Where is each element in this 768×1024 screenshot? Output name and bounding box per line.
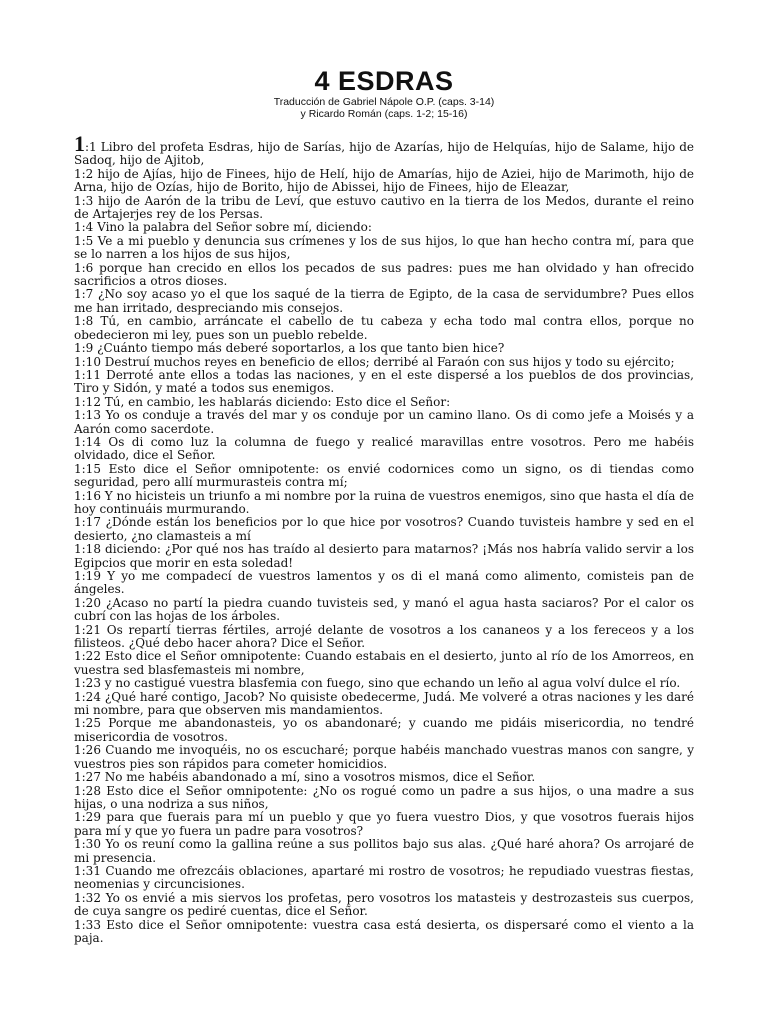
verse-1-25: 1:25 Porque me abandonasteis, yo os abandonaré; y cuando me pidáis misericordia, no tendré misericordia de vosotros. (74, 716, 694, 744)
verse-1-31: 1:31 Cuando me ofrezcáis oblaciones, apartaré mi rostro de vosotros; he repudiado vuestras fiestas, neomenias y circuncisiones. (74, 863, 694, 892)
verse-1-22: 1:22 Esto dice el Señor omnipotente: Cuando estabais en el desierto, junto al río de los Amorreos, en vuestra sed blasfemasteis mi nombre, (74, 649, 694, 677)
verse-1-23: 1:23 y no castigué vuestra blasfemia con fuego, sino que echando un leño al agua volví dulce el río. (74, 676, 681, 691)
verse-1-16: 1:16 Y no hicisteis un triunfo a mi nombre por la ruina de vuestros enemigos, sino que hasta el día de hoy continuáis murmurando. (74, 488, 694, 516)
verse-1-19: 1:19 Y yo me compadecí de vuestros lamentos y os di el maná como alimento, comisteis pan de ángeles. (74, 569, 694, 597)
verse-1-33: 1:33 Esto dice el Señor omnipotente: vuestra casa está desierta, os dispersaré como el viento a la paja. (74, 917, 694, 945)
verse-text: :1 Libro del profeta Esdras, hijo de Sarías, hijo de Azarías, hijo de Helquías, hijo de Salame, hijo de Sadoq, hijo de Ajitob, (74, 140, 694, 168)
verse-list (74, 131, 694, 945)
verse-1-7: 1:7 ¿No soy acaso yo el que los saqué de la tierra de Egipto, de la casa de servidumbre? Pues ellos me han irritado, despreciando mis consejos. (74, 287, 694, 315)
verse-1-12: 1:12 Tú, en cambio, les hablarás diciendo: Esto dice el Señor: (74, 394, 451, 409)
verse-1-30: 1:30 Yo os reuní como la gallina reúne a sus pollitos bajo sus alas. ¿Qué haré ahora? Os arrojaré de mi presencia. (74, 837, 694, 865)
verse-1-5: 1:5 Ve a mi pueblo y denuncia sus crímenes y los de sus hijos, lo que han hecho contra mí, para que se lo narren a los hijos de sus hijos, (74, 233, 694, 262)
verse-1-15: 1:15 Esto dice el Señor omnipotente: os envié codornices como un signo, os di tiendas como seguridad, pero allí murmurasteis contra mí; (74, 461, 694, 490)
verse-1-2: 1:2 hijo de Ajías, hijo de Finees, hijo de Helí, hijo de Amarías, hijo de Aziei, hijo de Marimoth, hijo de Arna, hijo de Ozías, hijo de Borito, hijo de Abissei, hijo de Finees, hijo de Eleazar, (74, 166, 694, 195)
verse-1-11: 1:11 Derroté ante ellos a todas las naciones, y en el este dispersé a los pueblos de dos provincias, Tiro y Sidón, y maté a todos sus enemigos. (74, 367, 694, 396)
verse-1-27: 1:27 No me habéis abandonado a mí, sino a vosotros mismos, dice el Señor. (74, 770, 536, 785)
verse-1-10: 1:10 Destruí muchos reyes en beneficio de ellos; derribé al Faraón con sus hijos y todo su ejército; (74, 354, 675, 369)
document-page (74, 66, 694, 945)
verse-1-32: 1:32 Yo os envié a mis siervos los profetas, pero vosotros los matasteis y destrozasteis sus cuerpos, de cuya sangre os pediré cuentas, dice el Señor. (74, 890, 694, 919)
verse-1-20: 1:20 ¿Acaso no partí la piedra cuando tuvisteis sed, y manó el agua hasta saciaros? Por el calor os cubrí con las hojas de los árboles. (74, 595, 694, 624)
verse-1-6: 1:6 porque han crecido en ellos los pecados de sus padres: pues me han olvidado y han ofrecido sacrificios a otros dioses. (74, 260, 694, 289)
verse-1-14: 1:14 Os di como luz la columna de fuego y realicé maravillas entre vosotros. Pero me habéis olvidado, dice el Señor. (74, 434, 694, 463)
translator-credit-line-1: Traducción de Gabriel Nápole O.P. (caps. 3-14) (273, 96, 495, 108)
verse-1-17: 1:17 ¿Dónde están los beneficios por lo que hice por vosotros? Cuando tuvisteis hambre y sed en el desierto, ¿no clamasteis a mí (74, 515, 694, 543)
document-title: 4 ESDRAS (314, 66, 454, 96)
verse-1-1 (74, 131, 694, 168)
verse-1-28: 1:28 Esto dice el Señor omnipotente: ¿No os rogué como un padre a sus hijos, o una madre a sus hijas, o una nodriza a sus niños, (74, 783, 694, 811)
verse-1-13: 1:13 Yo os conduje a través del mar y os conduje por un camino llano. Os di como jefe a Moisés y a Aarón como sacerdote. (74, 408, 694, 436)
verse-1-9: 1:9 ¿Cuánto tiempo más deberé soportarlos, a los que tanto bien hice? (74, 341, 505, 356)
verse-1-18: 1:18 diciendo: ¿Por qué nos has traído al desierto para matarnos? ¡Más nos habría valido servir a los Egipcios que morir en esta soledad! (74, 542, 694, 570)
verse-1-4: 1:4 Vino la palabra del Señor sobre mí, diciendo: (74, 220, 372, 235)
verse-1-21: 1:21 Os repartí tierras fértiles, arrojé delante de vosotros a los cananeos y a los fereceos y a los filisteos. ¿Qué debo hacer ahora? Dice el Señor. (74, 622, 694, 651)
verse-1-8: 1:8 Tú, en cambio, arráncate el cabello de tu cabeza y echa todo mal contra ellos, porque no obedecieron mi ley, pues son un pueblo rebelde. (74, 314, 694, 342)
verse-1-26: 1:26 Cuando me invoquéis, no os escucharé; porque habéis manchado vuestras manos con sangre, y vuestros pies son rápidos para cometer homicidios. (74, 743, 694, 771)
translator-credit-line-2: y Ricardo Román (caps. 1-2; 15-16) (300, 108, 468, 120)
verse-1-24: 1:24 ¿Qué haré contigo, Jacob? No quisiste obedecerme, Judá. Me volveré a otras naciones y les daré mi nombre, para que observen mis mandamientos. (74, 689, 694, 718)
chapter-number-dropcap: 1 (74, 131, 85, 156)
verse-1-3: 1:3 hijo de Aarón de la tribu de Leví, que estuvo cautivo en la tierra de los Medos, durante el reino de Artajerjes rey de los Persas. (74, 193, 694, 222)
verse-1-29: 1:29 para que fuerais para mí un pueblo y que yo fuera vuestro Dios, y que vosotros fuerais hijos para mí y que yo fuera un padre para vosotros? (74, 810, 694, 838)
